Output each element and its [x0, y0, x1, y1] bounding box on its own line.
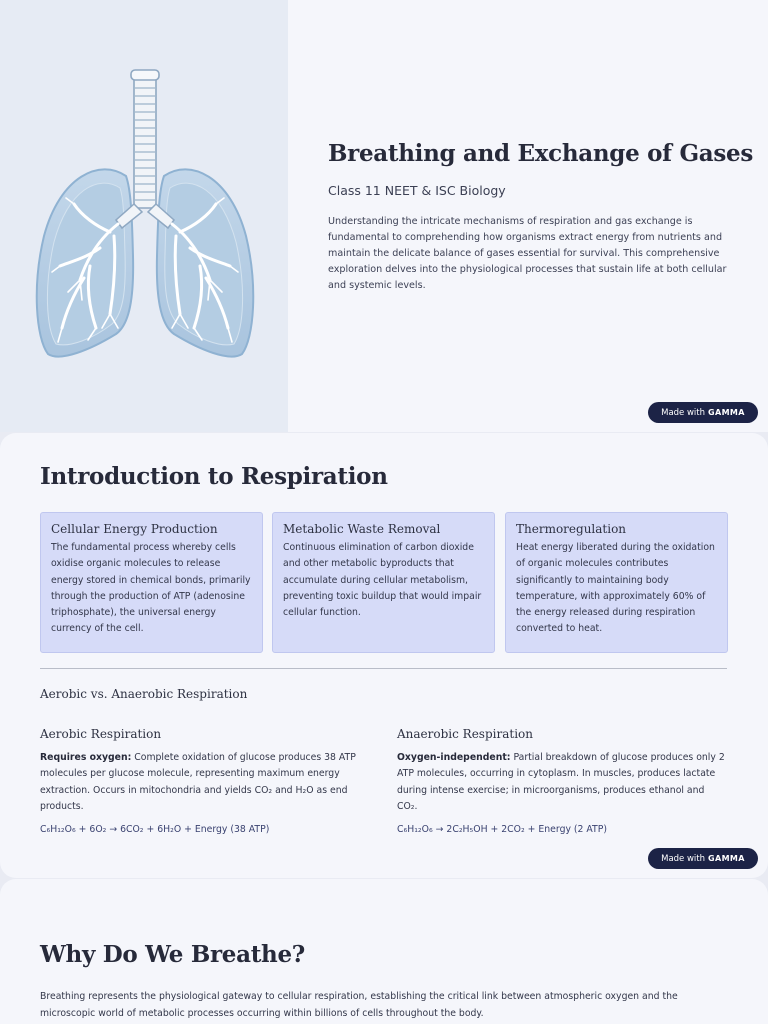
aerobic-heading: Aerobic Respiration	[40, 727, 162, 741]
aerobic-equation: C₆H₁₂O₆ + 6O₂ → 6CO₂ + 6H₂O + Energy (38 ATP)	[40, 824, 270, 836]
feature-card-energy	[40, 512, 263, 653]
feature-text: The fundamental process whereby cells oxidise organic molecules to release energy stored in chemical bonds, primarily through the production of ATP (adenosine triphosphate), the universal energy currency of the cell.	[51, 542, 251, 635]
anaerobic-heading: Anaerobic Respiration	[397, 727, 533, 741]
anaerobic-equation: C₆H₁₂O₆ → 2C₂H₅OH + 2CO₂ + Energy (2 ATP)	[397, 824, 607, 836]
feature-card-waste	[272, 512, 495, 653]
anaerobic-body: Partial breakdown of glucose produces only 2 ATP molecules, occurring in cytoplasm. In muscles, produces lactate during intense exercise; in microorganisms, produces ethanol and CO₂.	[397, 752, 725, 812]
lungs-illustration-icon	[30, 66, 260, 366]
comparison-heading: Aerobic vs. Anaerobic Respiration	[40, 687, 248, 701]
made-with-gamma-badge[interactable]	[648, 848, 758, 869]
feature-card-thermoregulation	[505, 512, 728, 653]
feature-heading: Cellular Energy Production	[51, 522, 218, 536]
aerobic-lead: Requires oxygen:	[40, 752, 132, 763]
aerobic-text	[40, 750, 370, 815]
made-with-gamma-badge[interactable]	[648, 402, 758, 423]
feature-heading: Thermoregulation	[516, 522, 627, 536]
hero-image-panel	[0, 0, 288, 432]
aerobic-column	[40, 727, 370, 835]
section-divider	[40, 668, 727, 669]
feature-text: Continuous elimination of carbon dioxide and other metabolic byproducts that accumulate during cellular metabolism, preventing toxic buildup that would impair cellular function.	[283, 542, 482, 619]
hero-card	[0, 0, 768, 432]
why-breathe-card	[0, 879, 768, 1024]
badge-prefix: Made with	[661, 853, 706, 864]
why-breathe-description: Breathing represents the physiological gateway to cellular respiration, establishing the critical link between atmospheric oxygen and the microscopic world of metabolic processes occurring within billions of cells throughout the body.	[40, 991, 678, 1019]
feature-heading: Metabolic Waste Removal	[283, 522, 441, 536]
badge-brand: GAMMA	[708, 854, 745, 863]
hero-description: Understanding the intricate mechanisms of respiration and gas exchange is fundamental to comprehending how organisms extract energy from nutrients and maintain the delicate balance of gases essential for survival. This comprehensive exploration delves into the physiological processes that sustain life at both cellular and systemic levels.	[328, 216, 727, 291]
badge-prefix: Made with	[661, 407, 706, 418]
section-title-why-breathe: Why Do We Breathe?	[40, 941, 305, 968]
introduction-card	[0, 433, 768, 878]
page-title: Breathing and Exchange of Gases	[328, 140, 754, 167]
anaerobic-text	[397, 750, 727, 815]
page-subtitle: Class 11 NEET & ISC Biology	[328, 183, 506, 198]
aerobic-body: Complete oxidation of glucose produces 38 ATP molecules per glucose molecule, representing maximum energy extraction. Occurs in mitochondria and yields CO₂ and H₂O as end products.	[40, 752, 356, 812]
feature-text: Heat energy liberated during the oxidation of organic molecules contributes significantly to maintaining body temperature, with approximately 60% of the energy released during respiration converted to heat.	[516, 542, 715, 635]
anaerobic-column	[397, 727, 727, 835]
section-title-introduction: Introduction to Respiration	[40, 463, 388, 490]
badge-brand: GAMMA	[708, 408, 745, 417]
anaerobic-lead: Oxygen-independent:	[397, 752, 511, 763]
